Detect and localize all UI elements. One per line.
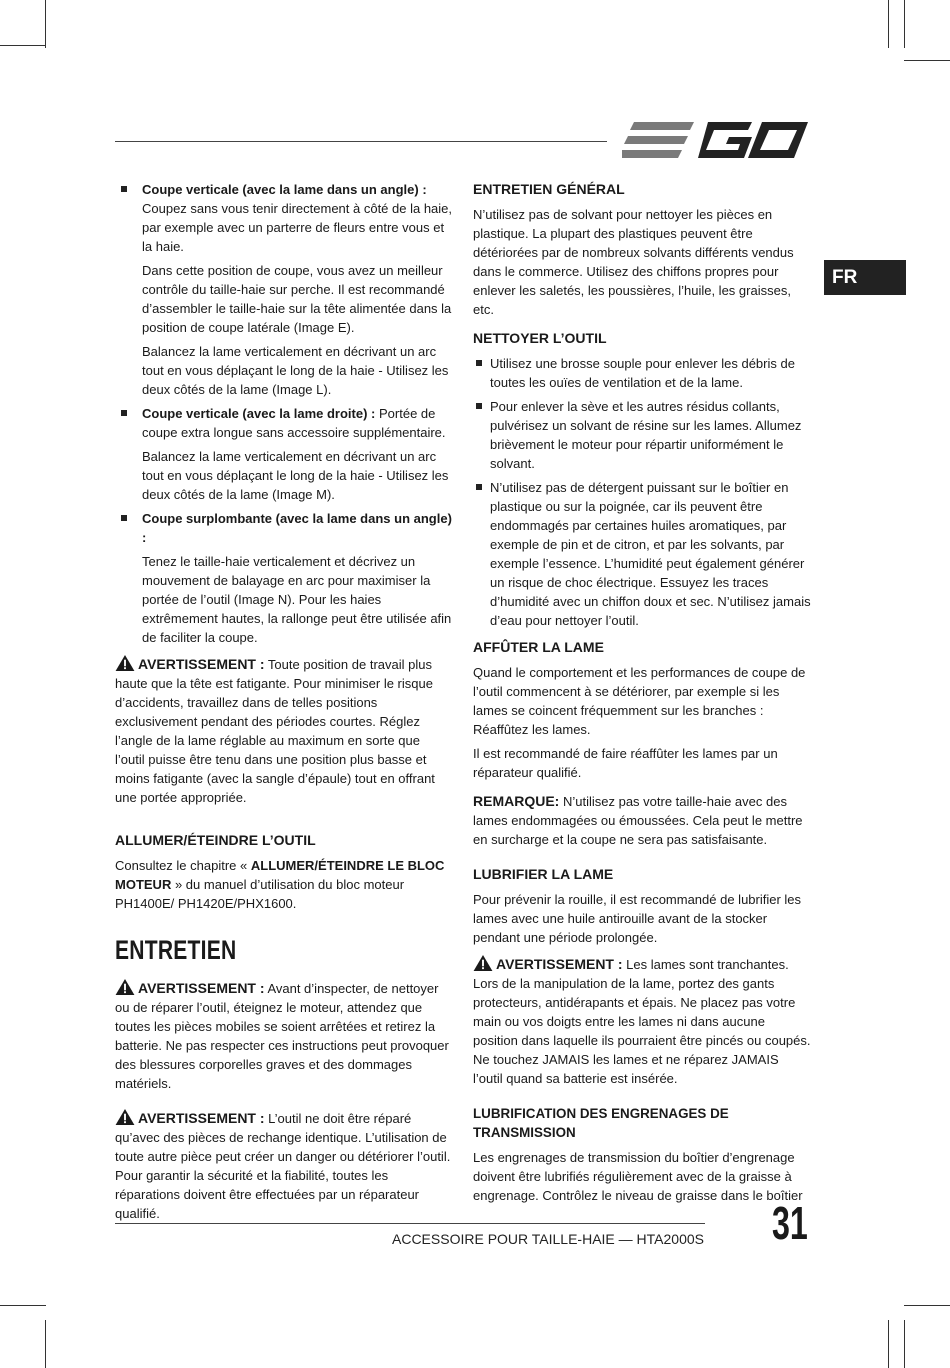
bullet-square-icon (121, 410, 127, 416)
bullet-paragraph: Balancez la lame verticalement en décrivant un arc tout en vous déplaçant le long de la haie - Utilisez les deux côtés de la lame (Image M). (142, 449, 449, 502)
bullet-text: Coupez sans vous tenir directement à côté de la haie, par exemple avec un parterre de fleurs entre vous et la haie. (142, 201, 453, 254)
ego-logo (622, 120, 810, 162)
bullet-paragraph: Tenez le taille-haie verticalement et décrivez un mouvement de balayage en arc pour maximiser la portée de l’outil (Image N). Pour les haies extrêmement hautes, la rallonge peut être utilisée afin de faciliter la coupe. (142, 554, 452, 645)
bullet-paragraph: Dans cette position de coupe, vous avez un meilleur contrôle du taille-haie sur perche. Il est recommandé d’assembler le taille-haie sur la tête alimentée dans la position de coupe latérale (Image E). (142, 263, 452, 335)
chapter-reference: ALLUMER/ÉTEINDRE LE BLOC MOTEUR (115, 858, 445, 892)
note-label: REMARQUE: (473, 793, 560, 809)
footer-rule (115, 1223, 705, 1224)
paragraph (115, 856, 452, 913)
crop-mark (888, 0, 889, 48)
list-item (115, 404, 452, 504)
bullet-title: Coupe verticale (avec la lame dans un angle) : (142, 182, 427, 197)
clean-list (473, 354, 811, 630)
list-item (473, 478, 811, 630)
language-tab: FR (824, 260, 906, 295)
warning-triangle-icon (473, 955, 493, 971)
list-item-text: Utilisez une brosse souple pour enlever les débris de toutes les ouïes de ventilation et de la lame. (490, 356, 795, 390)
warning-paragraph (473, 955, 811, 1088)
crop-mark (888, 1320, 889, 1368)
warning-text: Toute position de travail plus haute que la tête est fatigante. Pour minimiser le risque d’accidents, travaillez dans de telles positions exclusivement pendant des périodes courtes. Réglez l’angle de la lame réglable au maximum en sorte que l’outil puisse être tenu dans une position plus basse et moins fatigante (avec la sangle d’épaule) tout en offrant une portée appropriée. (115, 657, 435, 805)
warning-paragraph (115, 979, 452, 1093)
text-prefix: Consultez le chapitre « (115, 858, 248, 873)
bullet-paragraph (142, 180, 452, 256)
bullet-square-icon (476, 360, 482, 366)
warning-triangle-icon (115, 655, 135, 671)
right-column (473, 180, 811, 1210)
paragraph: Pour prévenir la rouille, il est recommandé de lubrifier les lames avec une huile antirouille avant de la stocker pendant une période prolongée. (473, 892, 802, 945)
list-item (473, 397, 811, 473)
list-item-text: Pour enlever la sève et les autres résidus collants, pulvérisez un solvant de résine sur les lames. Allumez brièvement le moteur pour répartir uniformément le solvant. (490, 399, 802, 471)
note-paragraph (473, 792, 811, 849)
bullet-square-icon (476, 484, 482, 490)
paragraph: Les engrenages de transmission du boîtier d’engrenage doivent être lubrifiés régulièrement avec de la graisse à engrenage. Contrôlez le niveau de graisse dans le boîtier (473, 1150, 803, 1203)
warning-text: L’outil ne doit être réparé qu’avec des pièces de rechange identique. L’utilisation de toute autre pièce peut créer un danger ou détériorer l’outil. Pour garantir la sécurité et la fiabilité, toutes les réparations doivent être effectuées par un réparateur qualifié. (115, 1111, 451, 1221)
paragraph: N’utilisez pas de solvant pour nettoyer les pièces en plastique. La plupart des plastiques peuvent être détériorées par de nombreux solvants différents vendus dans le commerce. Utilisez des chiffons propres pour enlever les saletés, les poussières, l’huile, les graisses, etc. (473, 207, 794, 317)
warning-triangle-icon (115, 1109, 135, 1125)
list-item (115, 509, 452, 647)
page-number: 31 (772, 1197, 808, 1249)
bullet-square-icon (476, 403, 482, 409)
section-heading: AFFÛTER LA LAME (473, 639, 604, 655)
section-heading: ENTRETIEN GÉNÉRAL (473, 181, 625, 197)
bullet-square-icon (121, 515, 127, 521)
bullet-title: Coupe verticale (avec la lame droite) : (142, 406, 376, 421)
header-rule (115, 141, 607, 142)
section-heading: LUBRIFIER LA LAME (473, 866, 614, 882)
warning-text: Avant d’inspecter, de nettoyer ou de réparer l’outil, éteignez le moteur, attendez que toutes les pièces mobiles se soient arrêtées et retirez la batterie. Ne pas respecter ces instructions peut provoquer des blessures corporelles graves et des dommages matériels. (115, 981, 449, 1091)
text-suffix: » du manuel d’utilisation du bloc moteur PH1400E/ PH1420E/PHX1600. (115, 877, 405, 911)
bullet-title: Coupe surplombante (avec la lame dans un angle) : (142, 511, 452, 545)
warning-label: AVERTISSEMENT : (496, 956, 623, 972)
crop-mark (904, 1305, 950, 1306)
section-heading: NETTOYER L’OUTIL (473, 330, 607, 346)
note-text: N’utilisez pas votre taille-haie avec des lames endommagées ou émoussées. Cela peut le mettre en surcharge et la coupe ne sera pas satisfaisante. (473, 794, 803, 847)
crop-mark (45, 1320, 46, 1368)
warning-label: AVERTISSEMENT : (138, 656, 265, 672)
list-item-text: N’utilisez pas de détergent puissant sur le boîtier en plastique ou sur la poignée, car ils peuvent être endommagés par certaines huiles aromatiques, par exemple de pin et de citron, et par les solvants, par exemple l’essence. L’humidité peut également générer un risque de choc électrique. Essuyez les traces d’humidité avec un chiffon doux et sec. N’utilisez jamais d’eau pour nettoyer l’outil. (490, 480, 811, 628)
section-heading: ALLUMER/ÉTEINDRE L’OUTIL (115, 832, 316, 848)
crop-mark (45, 0, 46, 48)
warning-paragraph (115, 1109, 452, 1223)
bullet-text: Portée de coupe extra longue sans accessoire supplémentaire. (142, 406, 446, 440)
footer-title: ACCESSOIRE POUR TAILLE-HAIE — HTA2000S (392, 1231, 704, 1247)
warning-label: AVERTISSEMENT : (138, 980, 265, 996)
paragraph: Quand le comportement et les performances de coupe de l’outil commencent à se détériorer, par exemple si les lames se coincent fréquemment sur les branches : Réaffûtez les lames. (473, 665, 806, 737)
bullet-square-icon (121, 186, 127, 192)
chapter-heading: ENTRETIEN (115, 935, 237, 965)
bullet-paragraph: Balancez la lame verticalement en décrivant un arc tout en vous déplaçant le long de la haie - Utilisez les deux côtés de la lame (Image L). (142, 344, 449, 397)
warning-text: Les lames sont tranchantes. Lors de la manipulation de la lame, portez des gants protecteurs, antidérapants et épais. Ne placez pas votre main ou vos doigts entre les lames ni dans aucune position dans laquelle ils pourraient être pincés ou coupés. Ne touchez JAMAIS les lames et ne réparez JAMAIS l’outil quand sa batterie est insérée. (473, 957, 811, 1086)
crop-mark (904, 1320, 905, 1368)
left-column (115, 180, 452, 1233)
list-item (473, 354, 811, 392)
warning-paragraph (115, 655, 452, 807)
crop-mark (0, 1305, 46, 1306)
bullet-paragraph (142, 404, 452, 442)
warning-triangle-icon (115, 979, 135, 995)
section-heading: LUBRIFICATION DES ENGRENAGES DE TRANSMISSION (473, 1106, 729, 1140)
warning-label: AVERTISSEMENT : (138, 1110, 265, 1126)
list-item (115, 180, 452, 399)
crop-mark (0, 45, 46, 46)
paragraph: Il est recommandé de faire réaffûter les lames par un réparateur qualifié. (473, 746, 778, 780)
crop-mark (904, 60, 950, 61)
crop-mark (904, 0, 905, 48)
